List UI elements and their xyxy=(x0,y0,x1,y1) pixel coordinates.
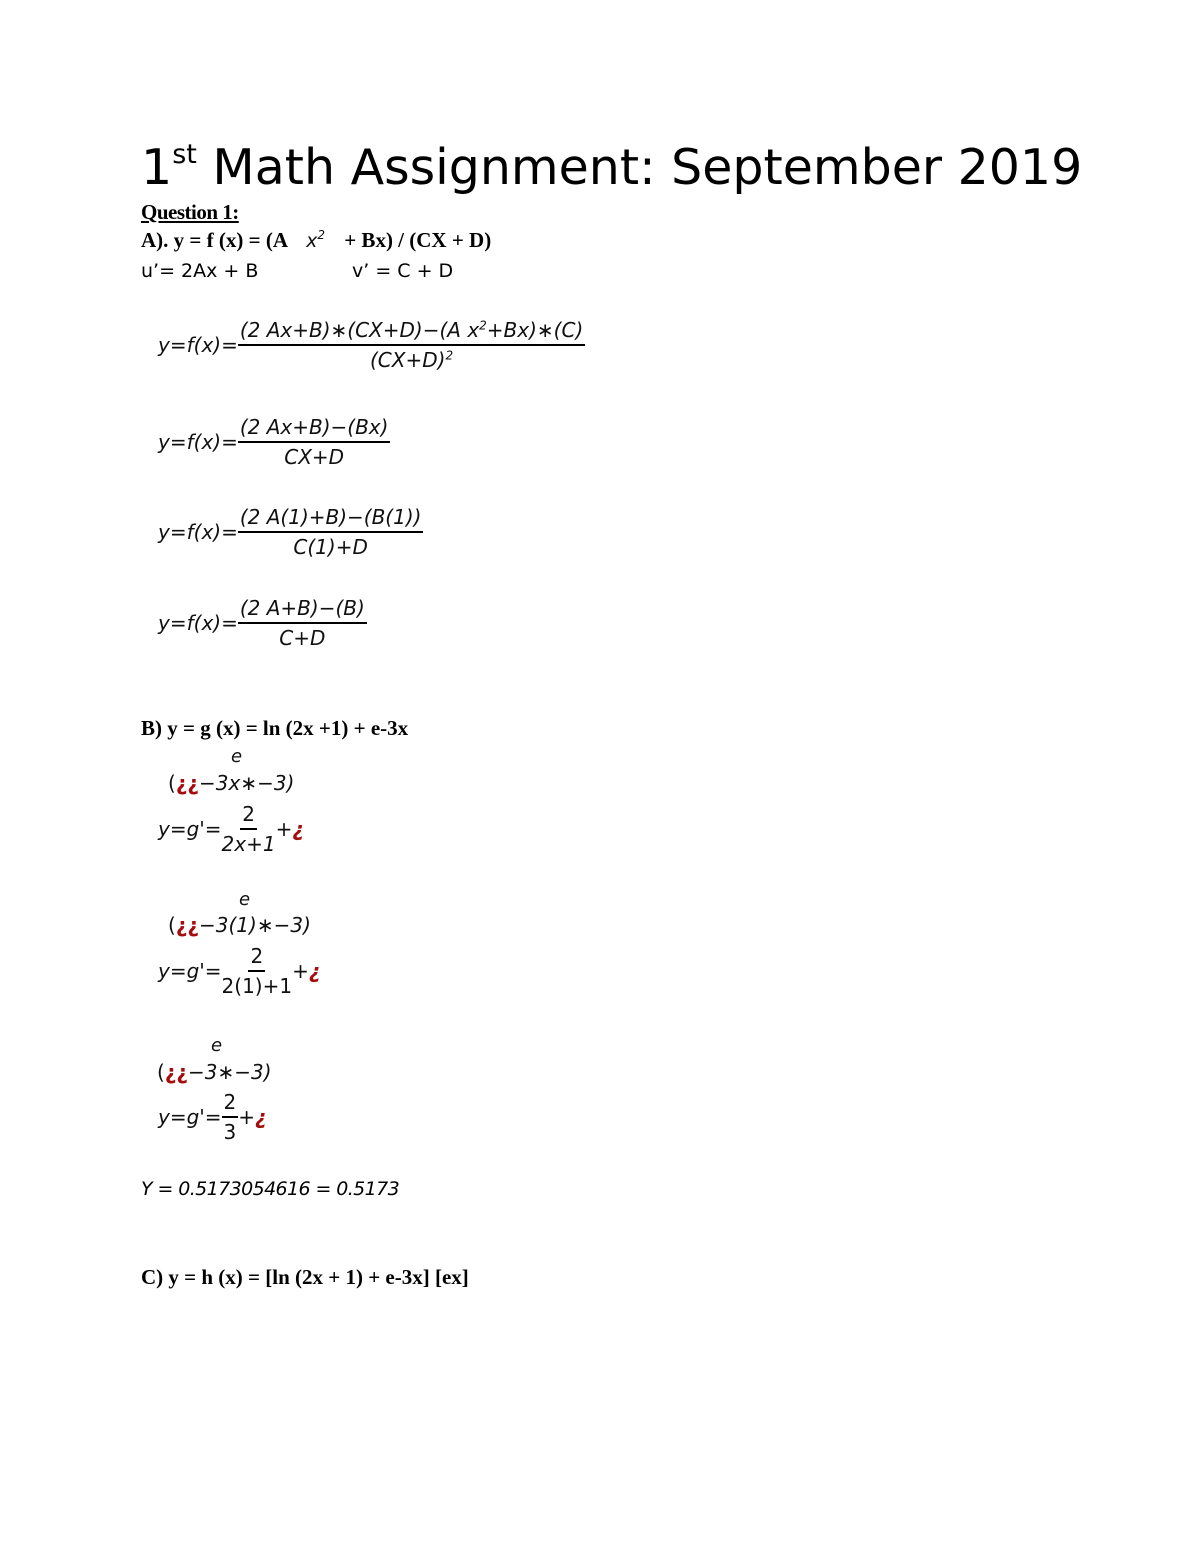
part-a-equation-2: y=f(x)= $\frac{(2 Ax+B)-(Bx)}{CX+D}$ xyxy=(158,415,389,469)
part-b-heading: B) y = g (x) = ln (2x +1) + e-3x xyxy=(141,716,409,740)
part-a-equation-3: y=f(x)= $\frac{(2 A(1)+B)-(B(1))}{C(1)+D}$ xyxy=(158,505,422,559)
question-label: Question 1: xyxy=(141,200,239,224)
part-b-equation-1: y=g'= $\frac{2}{2x+1}$ + ¿ xyxy=(158,802,304,856)
part-a-heading: A). y = f (x) = (A $x^2 + Bx) / (CX + D)$ xyxy=(141,228,492,252)
e-label: e xyxy=(239,889,251,910)
title-superscript: st xyxy=(172,138,197,170)
page-title: 1st Math Assignment: September 2019 xyxy=(141,138,1083,196)
e-label: e xyxy=(231,746,243,767)
exponent-line: (¿¿−3∗−3) xyxy=(157,1060,272,1084)
part-c-heading: C) y = h (x) = [ln (2x + 1) + e-3x] [ex] xyxy=(141,1265,469,1289)
part-a-equation-4: y=f(x)= $\frac{(2 A+B)-(B)}{C+D}$ xyxy=(158,596,365,650)
v-prime: v’ = C + D xyxy=(352,260,454,282)
exponent-line: (¿¿−3(1)∗−3) xyxy=(168,913,311,937)
u-prime: u’= 2Ax + B xyxy=(141,260,259,282)
e-label: e xyxy=(211,1035,223,1056)
result-value: Y = 0.5173054616 = 0.5173 xyxy=(141,1178,400,1200)
exponent-line: (¿¿−3x∗−3) xyxy=(168,771,295,795)
part-a-equation-1: y=f(x)= $\frac{(2 Ax+B)∗(CX+D)-(A x^2+Bx)∗(C)}{(CX+D)^2}$ xyxy=(158,318,584,372)
part-b-equation-3: y=g'= $\frac{2}{3}$ + ¿ xyxy=(158,1090,267,1144)
part-b-equation-2: y=g'= $\frac{2}{2(1)+1}$ + ¿ xyxy=(158,944,321,998)
